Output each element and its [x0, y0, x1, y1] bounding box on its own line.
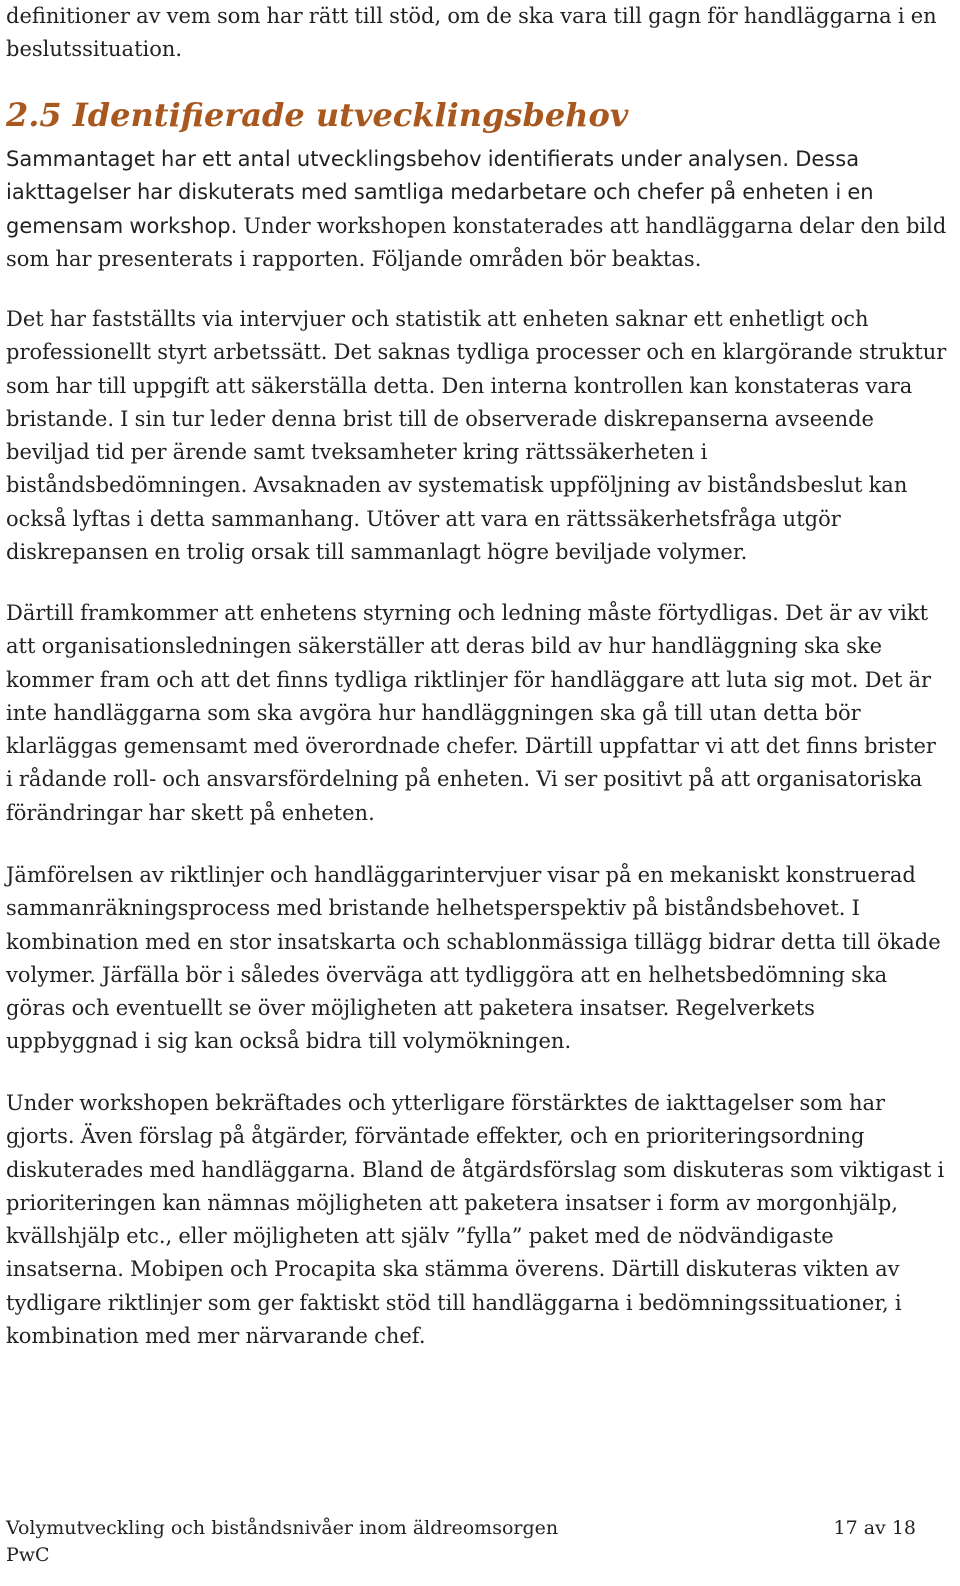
section-heading: 2.5 Identifierade utvecklingsbehov	[6, 96, 629, 134]
paragraph-summary-sans-part: Sammantaget har ett antal utvecklingsbehov identifierats under analysen. Dessa iakttagelser har diskuterats med samtliga medarbetare och chefer på enheten i en gemensam workshop.	[6, 147, 874, 238]
footer-title: Volymutveckling och biståndsnivåer inom äldreomsorgen	[6, 1517, 559, 1539]
paragraph-summary	[6, 143, 948, 276]
paragraph-governance: Därtill framkommer att enhetens styrning och ledning måste förtydligas. Det är av vikt att organisationsledningen säkerställer att deras bild av hur handläggning ska ske kommer fram och att det finns tydliga riktlinjer för handläggare att luta sig mot. Det är inte handläggarna som ska avgöra hur handläggningen ska gå till utan detta bör klarläggas gemensamt med överordnade chefer. Därtill uppfattar vi att det finns brister i rådande roll- och ansvarsfördelning på enheten. Vi ser positivt på att organisatoriska förändringar har skett på enheten.	[6, 601, 936, 825]
paragraph-workshop-results: Under workshopen bekräftades och ytterligare förstärktes de iakttagelser som har gjorts. Även förslag på åtgärder, förväntade effekter, och en prioriteringsordning diskuterades med handläggarna. Bland de åtgärdsförslag som diskuteras som viktigast i prioriteringen kan nämnas möjligheten att paketera insatser i form av morgonhjälp, kvällshjälp etc., eller möjligheten att själv ”fylla” paket med de nödvändigaste insatserna. Mobipen och Procapita ska stämma överens. Därtill diskuteras vikten av tydligare riktlinjer som ger faktiskt stöd till handläggarna i bedömningssituationer, i kombination med mer närvarande chef.	[6, 1091, 945, 1349]
page-number: 17 av 18	[833, 1517, 916, 1539]
intro-paragraph: definitioner av vem som har rätt till stöd, om de ska vara till gagn för handläggarna i en beslutssituation.	[6, 4, 937, 62]
paragraph-guidelines-comparison: Jämförelsen av riktlinjer och handläggarintervjuer visar på en mekaniskt konstruerad sammanräkningsprocess med bristande helhetsperspektiv på biståndsbehovet. I kombination med en stor insatskarta och schablonmässiga tillägg bidrar detta till ökade volymer. Järfälla bör i således överväga att tydliggöra att en helhetsbedömning ska göras och eventuellt se över möjligheten att paketera insatser. Regelverkets uppbyggnad i sig kan också bidra till volymökningen.	[6, 863, 941, 1054]
paragraph-working-method: Det har fastställts via intervjuer och statistik att enheten saknar ett enhetligt och professionellt styrt arbetssätt. Det saknas tydliga processer och en klargörande struktur som har till uppgift att säkerställa detta. Den interna kontrollen kan konstateras vara bristande. I sin tur leder denna brist till de observerade diskrepanserna avseende beviljad tid per ärende samt tveksamheter kring rättssäkerheten i biståndsbedömningen. Avsaknaden av systematisk uppföljning av biståndsbeslut kan också lyftas i detta sammanhang. Utöver att vara en rättssäkerhetsfråga utgör diskrepansen en trolig orsak till sammanlagt högre beviljade volymer.	[6, 307, 947, 565]
page-footer	[6, 1515, 916, 1569]
footer-company: PwC	[6, 1544, 50, 1566]
footer-row	[6, 1515, 916, 1542]
paragraph-summary-serif-part: Under workshopen konstaterades att handläggarna delar den bild som har presenterats i rapporten. Följande områden bör beaktas.	[6, 213, 947, 271]
